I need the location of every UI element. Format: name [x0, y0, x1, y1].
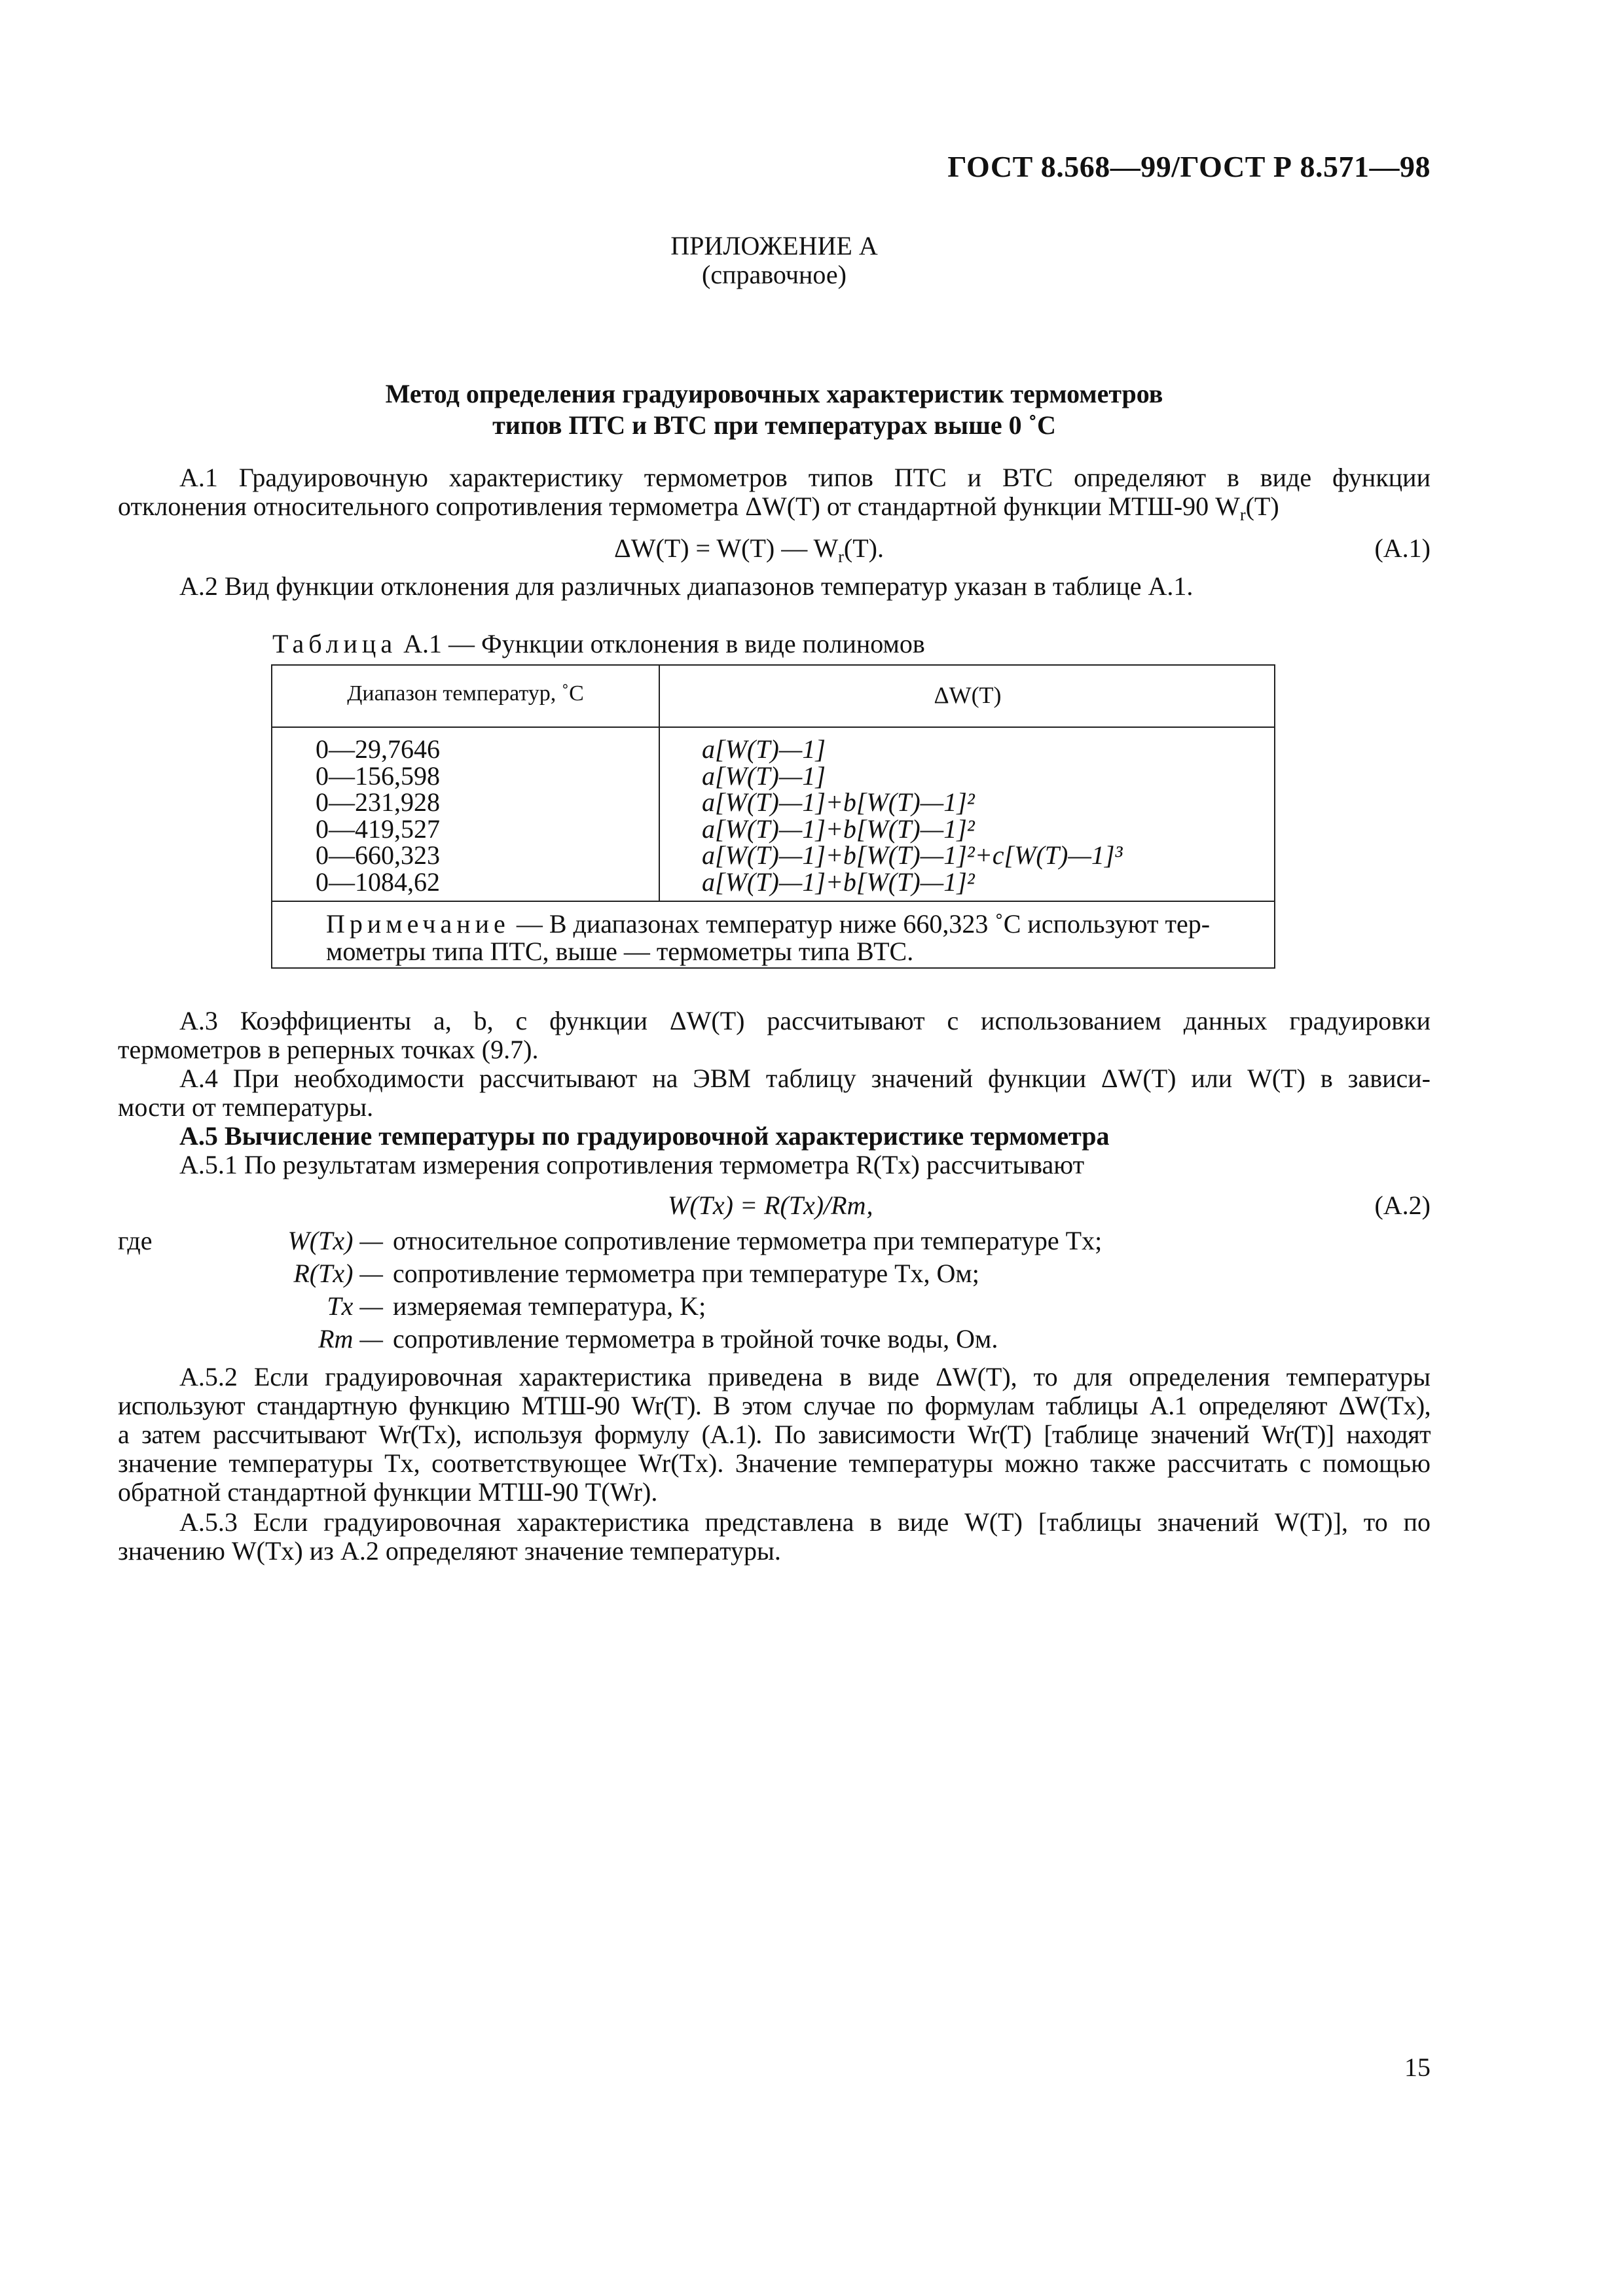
formula-a1-number: (А.1)	[1374, 533, 1431, 563]
table-cell-function: a[W(T)—1]+b[W(T)—1]²	[702, 867, 975, 897]
a1-line2-tail: (T)	[1245, 492, 1279, 521]
a52-line5: обратной стандартной функции МТШ-90 T(Wr).	[118, 1477, 658, 1507]
section-title-line2: типов ПТС и ВТС при температурах выше 0 ˚С	[492, 410, 1056, 440]
table-ranges-column	[316, 736, 440, 895]
paragraph-a4	[118, 1064, 1431, 1122]
appendix-title: ПРИЛОЖЕНИЕ А	[670, 231, 878, 260]
definition-row	[118, 1258, 1431, 1288]
definition-lead: где	[118, 1226, 153, 1255]
table-note-text1: — В диапазонах температур ниже 660,323 ˚С используют тер-	[516, 909, 1211, 939]
table-cell-range: 0—231,928	[316, 787, 440, 817]
table-cell-range: 0—29,7646	[316, 734, 440, 764]
a52-line3: а затем рассчитывают Wr(Tx), используя формулу (А.1). По зависимости Wr(T) [таблице значений Wr(T)] находят	[118, 1420, 1431, 1449]
table-caption-text: А.1 — Функции отклонения в виде полиномов	[403, 629, 925, 658]
definition-text: сопротивление термометра в тройной точке воды, Ом.	[393, 1324, 998, 1354]
formula-a1-expr: ΔW(T) = W(T) — W	[614, 533, 839, 563]
definition-symbol: R(Tx) —	[293, 1259, 383, 1288]
a4-line1: А.4 При необходимости рассчитывают на ЭВМ таблицу значений функции ΔW(T) или W(T) в зависи-	[179, 1064, 1431, 1093]
formula-a1-sub: r	[838, 547, 844, 566]
definition-symbol: Tx —	[327, 1291, 383, 1321]
table-cell-range: 0—419,527	[316, 814, 440, 844]
table-cell-function: a[W(T)—1]	[702, 734, 826, 764]
table-cell-function: a[W(T)—1]	[702, 761, 826, 791]
a1-line2: отклонения относительного сопротивления термометра ΔW(T) от стандартной функции МТШ-90 W	[118, 492, 1240, 521]
a4-line2: мости от температуры.	[118, 1092, 374, 1122]
page-number: 15	[1404, 2053, 1431, 2082]
table-functions-column	[702, 736, 1122, 895]
definition-symbol: W(Tx) —	[287, 1226, 383, 1255]
appendix-subtitle: (справочное)	[702, 260, 847, 289]
definition-row	[118, 1291, 1431, 1321]
a53-line1: А.5.3 Если градуировочная характеристика представлена в виде W(T) [таблицы значений W(T)], то по	[179, 1507, 1431, 1537]
table-cell-function: a[W(T)—1]+b[W(T)—1]²+c[W(T)—1]³	[702, 840, 1123, 870]
table-cell-range: 0—660,323	[316, 840, 440, 870]
table-note-label: Примечание	[326, 909, 510, 939]
deviation-functions-table	[271, 664, 1275, 969]
table-cell-range: 0—1084,62	[316, 867, 440, 897]
a52-line2: используют стандартную функцию МТШ-90 Wr(T). В этом случае по формулам таблицы А.1 определяют ΔW(Tx),	[118, 1391, 1431, 1420]
definition-text: относительное сопротивление термометра при температуре Tx;	[393, 1226, 1103, 1255]
a5-title-text: А.5 Вычисление температуры по градуировочной характеристике термометра	[179, 1121, 1110, 1151]
table-note-divider	[272, 901, 1274, 902]
formula-a2: W(Tx) = R(Tx)/Rт,	[668, 1191, 873, 1220]
table-caption	[272, 628, 925, 659]
a53-line2: значению W(Tx) из А.2 определяют значение температуры.	[118, 1536, 781, 1566]
table-note	[274, 910, 1275, 965]
a1-line1: А.1 Градуировочную характеристику термометров типов ПТС и ВТС определяют в виде функции	[179, 463, 1431, 492]
definition-text: измеряемая температура, K;	[393, 1291, 706, 1321]
definition-row	[118, 1225, 1431, 1255]
paragraph-a3	[118, 1007, 1431, 1064]
paragraph-a52	[118, 1363, 1431, 1507]
definition-text: сопротивление термометра при температуре Tx, Ом;	[393, 1259, 979, 1288]
section-a5-title	[118, 1122, 1431, 1151]
paragraph-a53	[118, 1508, 1431, 1566]
a1-line2-sub: r	[1239, 505, 1246, 524]
table-cell-function: a[W(T)—1]+b[W(T)—1]²	[702, 787, 975, 817]
a3-line2: термометров в реперных точках (9.7).	[118, 1035, 539, 1064]
formula-a2-number: (А.2)	[1374, 1191, 1431, 1220]
a51-text: А.5.1 По результатам измерения сопротивления термометра R(Tx) рассчитывают	[179, 1150, 1085, 1179]
table-header-range: Диапазон температур, ˚С	[347, 681, 584, 706]
formula-a1-tail: (T).	[843, 533, 884, 563]
table-note-text2: мометры типа ПТС, выше — термометры типа ВТС.	[326, 937, 914, 966]
a2-text: А.2 Вид функции отклонения для различных диапазонов температур указан в таблице А.1.	[179, 571, 1194, 601]
paragraph-a2	[118, 572, 1431, 601]
paragraph-a51	[118, 1151, 1431, 1179]
table-cell-function: a[W(T)—1]+b[W(T)—1]²	[702, 814, 975, 844]
table-header-function: ΔW(T)	[934, 682, 1002, 708]
a3-line1: А.3 Коэффициенты a, b, c функции ΔW(T) рассчитывают с использованием данных градуировки	[179, 1006, 1431, 1035]
symbol-definitions	[118, 1225, 1431, 1356]
definition-row	[118, 1323, 1431, 1354]
standard-designation: ГОСТ 8.568—99/ГОСТ Р 8.571—98	[947, 150, 1431, 183]
table-cell-range: 0—156,598	[316, 761, 440, 791]
a52-line4: значение температуры Tx, соответствующее Wr(Tx). Значение температуры можно также рассчитать с помощью	[118, 1448, 1431, 1478]
definition-symbol: Rт —	[318, 1324, 383, 1354]
a52-line1: А.5.2 Если градуировочная характеристика приведена в виде ΔW(T), то для определения температуры	[179, 1362, 1431, 1391]
table-header-divider	[272, 726, 1274, 728]
paragraph-a1	[118, 463, 1431, 524]
table-caption-label: Таблица	[272, 629, 397, 658]
section-title-line1: Метод определения градуировочных характеристик термометров	[385, 379, 1163, 408]
formula-a1	[614, 533, 884, 564]
